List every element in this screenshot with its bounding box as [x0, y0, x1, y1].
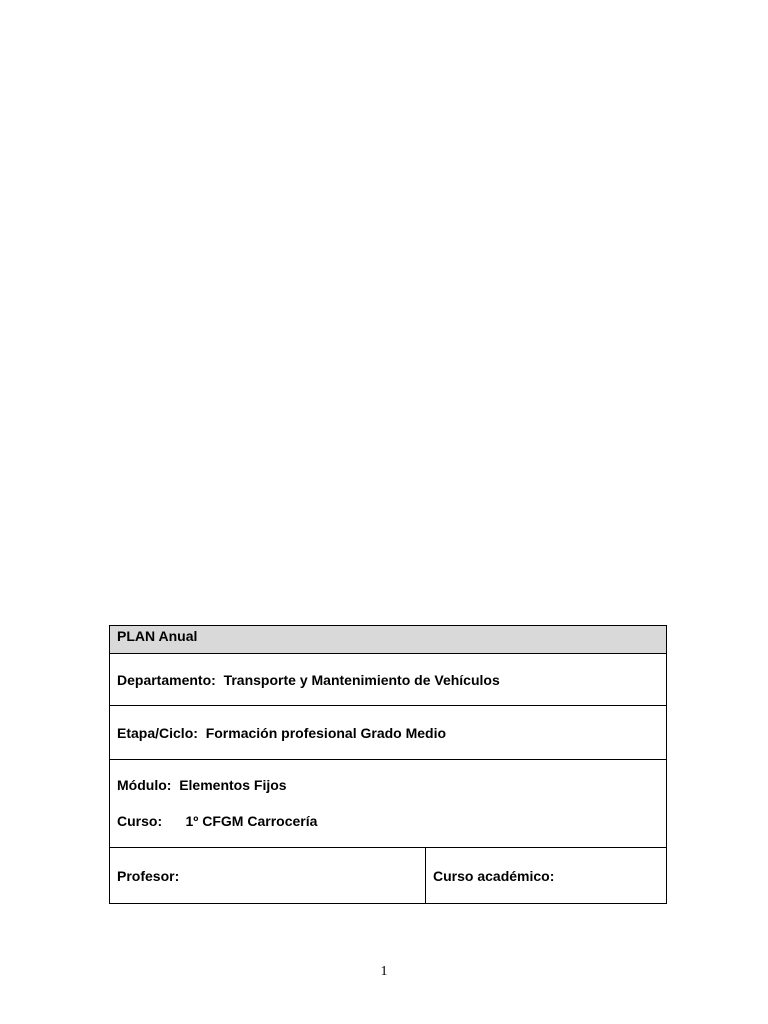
page-number: 1: [380, 964, 388, 979]
academic-year-cell: [426, 848, 666, 903]
teacher-label: Profesor:: [117, 867, 180, 884]
table-header-row: [110, 626, 666, 654]
plan-info-table: [109, 625, 667, 904]
department-label: Departamento:: [117, 671, 216, 688]
course-value: 1º CFGM Carrocería: [185, 813, 318, 829]
module-course-row: [110, 760, 666, 848]
course-label: Curso:: [117, 813, 163, 829]
teacher-year-row: [110, 848, 666, 903]
academic-year-label: Curso académico:: [433, 867, 555, 884]
teacher-cell: [110, 848, 426, 903]
module-line: [117, 777, 287, 793]
module-value: Elementos Fijos: [179, 777, 287, 793]
table-header-title: PLAN Anual: [117, 628, 198, 644]
stage-label: Etapa/Ciclo:: [117, 724, 198, 741]
department-row: [110, 654, 666, 706]
course-line: [117, 813, 317, 829]
department-value: Transporte y Mantenimiento de Vehículos: [223, 671, 500, 688]
module-label: Módulo:: [117, 777, 172, 793]
stage-value: Formación profesional Grado Medio: [205, 724, 447, 741]
stage-row: [110, 706, 666, 760]
